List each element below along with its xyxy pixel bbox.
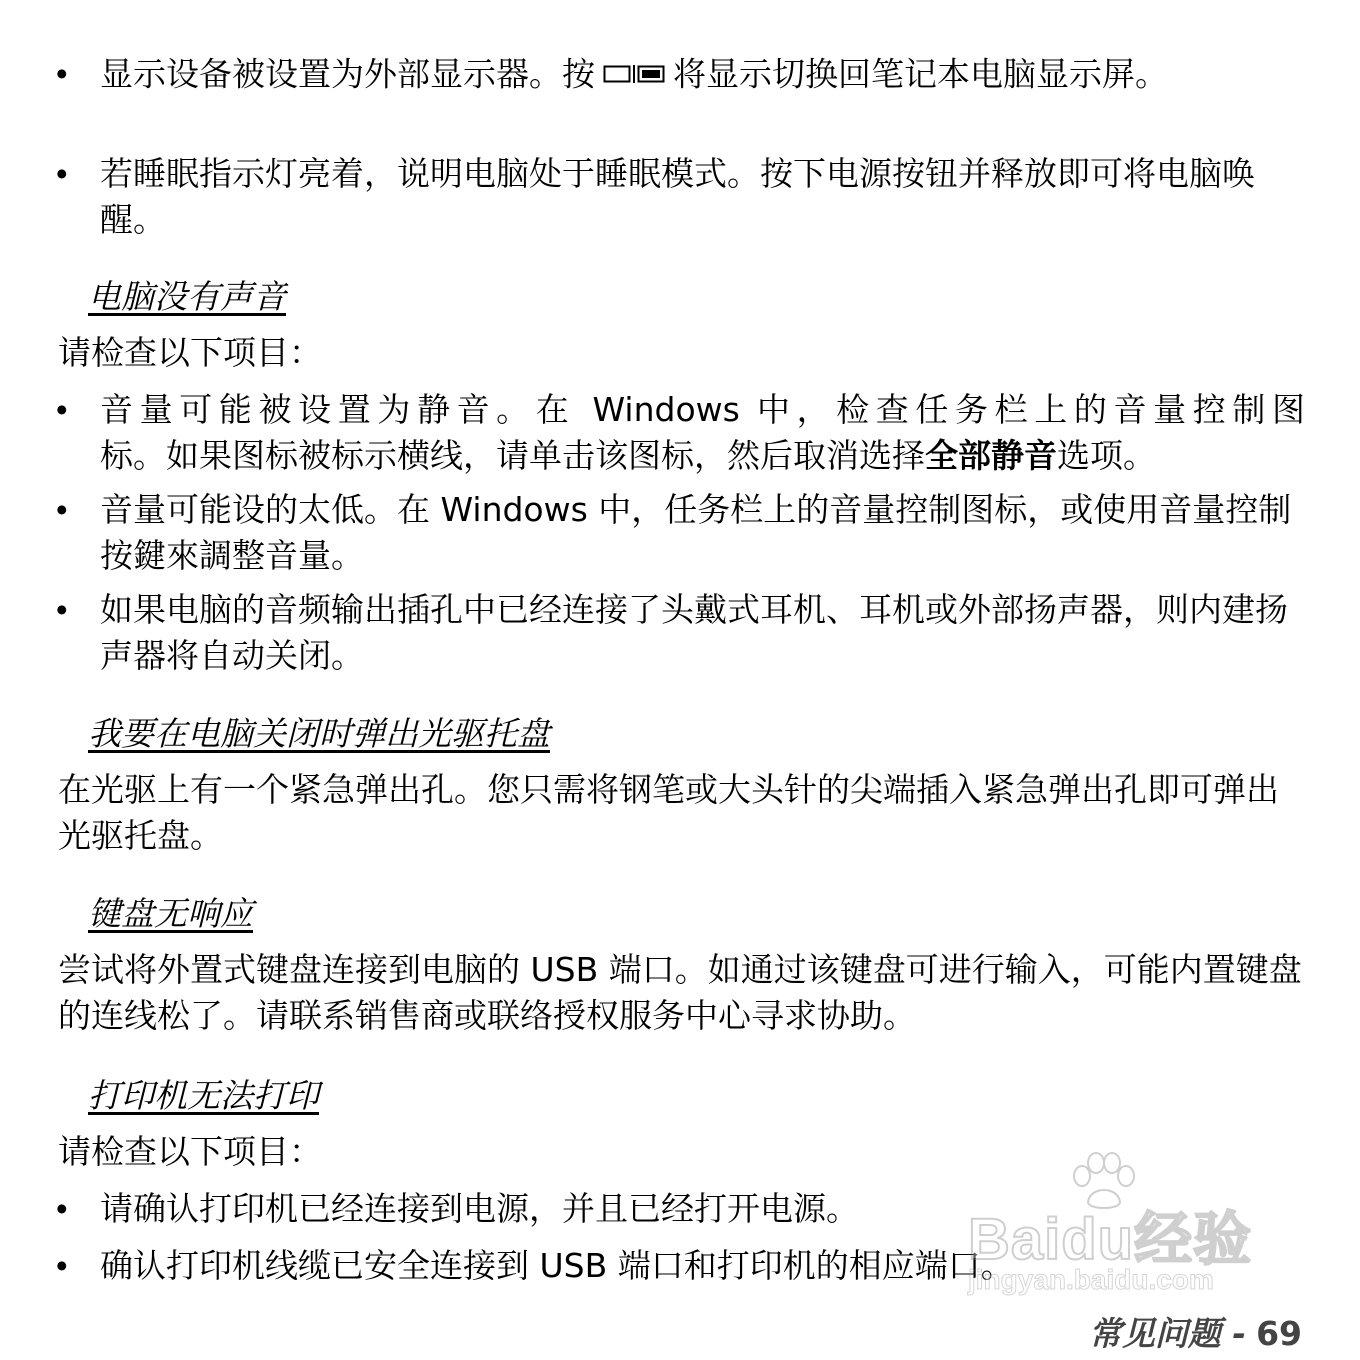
watermark-url: jingyan.baidu.com: [968, 1264, 1214, 1295]
printer-intro: 请检查以下项目：: [58, 1132, 322, 1171]
bullet-mute-line1: • 音量可能被设置为静音。在 Windows 中，检查任务栏上的音量控制图: [100, 390, 1305, 429]
bullet-mute-text: 标。如果图标被标示横线，请单击该图标，然后取消选择: [100, 436, 925, 475]
bullet-mute-tail: 选项。: [1057, 436, 1156, 475]
bullet-text-after-icon: 将显示切换回笔记本电脑显示屏。: [673, 54, 1168, 94]
footer-section: 常见问题 -: [1088, 1314, 1247, 1353]
bullet-mute-line2: [100, 433, 1305, 479]
bullet-sleep-indicator: • 若睡眠指示灯亮着，说明电脑处于睡眠模式。按下电源按钮并释放即可将电脑唤醒。: [100, 151, 1305, 243]
bullet-printer-cable: • 确认打印机线缆已安全连接到 USB 端口和打印机的相应端口。: [100, 1243, 1305, 1289]
heading-keyboard: 键盘无响应: [88, 894, 253, 933]
bullet-mute: [100, 387, 1305, 479]
page-number: 69: [1256, 1314, 1302, 1353]
watermark-brand: Baidu经验: [968, 1207, 1253, 1272]
bullet-volume-low: • 音量可能设的太低。在 Windows 中，任务栏上的音量控制图标，或使用音量控制按鍵來調整音量。: [100, 487, 1305, 579]
heading-printer: 打印机无法打印: [88, 1076, 319, 1115]
eject-tray-body: 在光驱上有一个紧急弹出孔。您只需将钢笔或大头针的尖端插入紧急弹出孔即可弹出光驱托盘。: [58, 770, 1279, 855]
bullet-headphones: • 如果电脑的音频输出插孔中已经连接了头戴式耳机、耳机或外部扬声器，则内建扬声器将自动关闭。: [100, 587, 1305, 679]
bullet-text-before-icon: 显示设备被设置为外部显示器。按: [100, 54, 595, 94]
display-toggle-icon: [603, 51, 665, 97]
page-footer: [1089, 1311, 1302, 1357]
mute-all-option: 全部静音: [925, 436, 1057, 475]
no-sound-intro: 请检查以下项目：: [58, 333, 322, 372]
bullet-external-display: [100, 51, 1305, 101]
keyboard-body: 尝试将外置式键盘连接到电脑的 USB 端口。如通过该键盘可进行输入，可能内置键盘的连线松了。请联系销售商或联络授权服务中心寻求协助。: [58, 950, 1302, 1035]
heading-eject-tray: 我要在电脑关闭时弹出光驱托盘: [88, 714, 550, 753]
bullet-printer-power: • 请确认打印机已经连接到电源，并且已经打开电源。: [100, 1186, 1305, 1232]
heading-no-sound: 电脑没有声音: [88, 277, 286, 316]
